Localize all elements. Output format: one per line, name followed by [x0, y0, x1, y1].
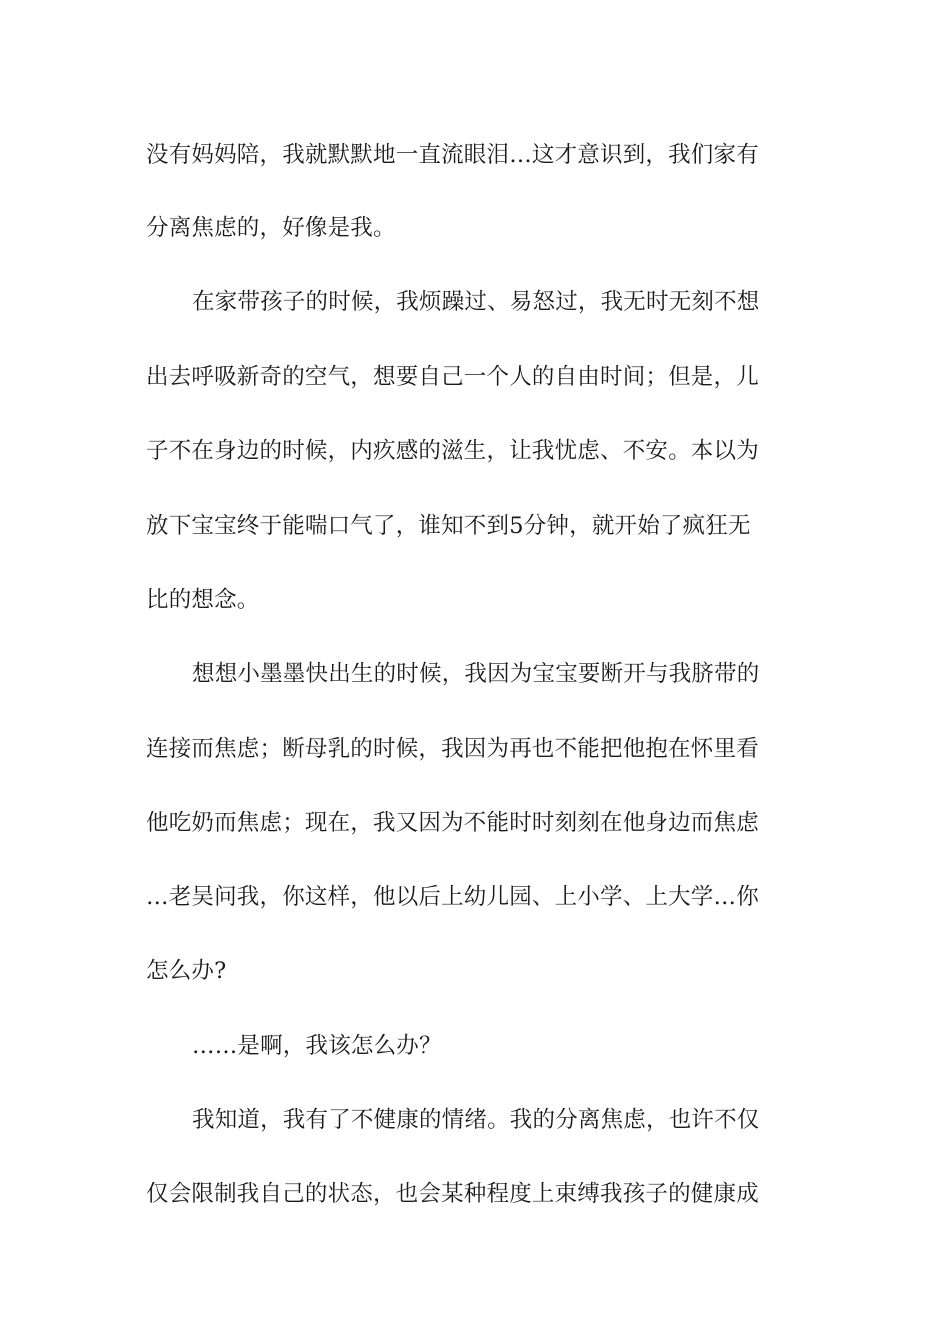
text-line: 分离焦虑的，好像是我。: [146, 215, 396, 241]
paragraph-first-line: 想想小墨墨快出生的时候，我因为宝宝要断开与我脐带的: [192, 661, 760, 687]
text-line: 怎么办?: [146, 958, 227, 984]
text-line: 连接而焦虑；断母乳的时候，我因为再也不能把他抱在怀里看: [146, 736, 759, 762]
text-line: 放下宝宝终于能喘口气了，谁知不到5分钟，就开始了疯狂无: [146, 513, 751, 539]
text-line: …老吴问我，你这样，他以后上幼儿园、上小学、上大学…你: [146, 884, 759, 910]
paragraph-first-line: 在家带孩子的时候，我烦躁过、易怒过，我无时无刻不想: [192, 289, 760, 315]
text-line: 子不在身边的时候，内疚感的滋生，让我忧虑、不安。本以为: [146, 438, 759, 464]
text-line: 没有妈妈陪，我就默默地一直流眼泪…这才意识到，我们家有: [146, 142, 759, 168]
text-line: 他吃奶而焦虑；现在，我又因为不能时时刻刻在他身边而焦虑: [146, 810, 759, 836]
text-line: 出去呼吸新奇的空气，想要自己一个人的自由时间；但是，儿: [146, 364, 759, 390]
text-line: 比的想念。: [146, 587, 260, 613]
paragraph-first-line: 我知道，我有了不健康的情绪。我的分离焦虑，也许不仅: [192, 1107, 760, 1133]
text-line: 仅会限制我自己的状态，也会某种程度上束缚我孩子的健康成: [146, 1181, 759, 1207]
paragraph-first-line: ……是啊，我该怎么办？: [192, 1033, 442, 1059]
